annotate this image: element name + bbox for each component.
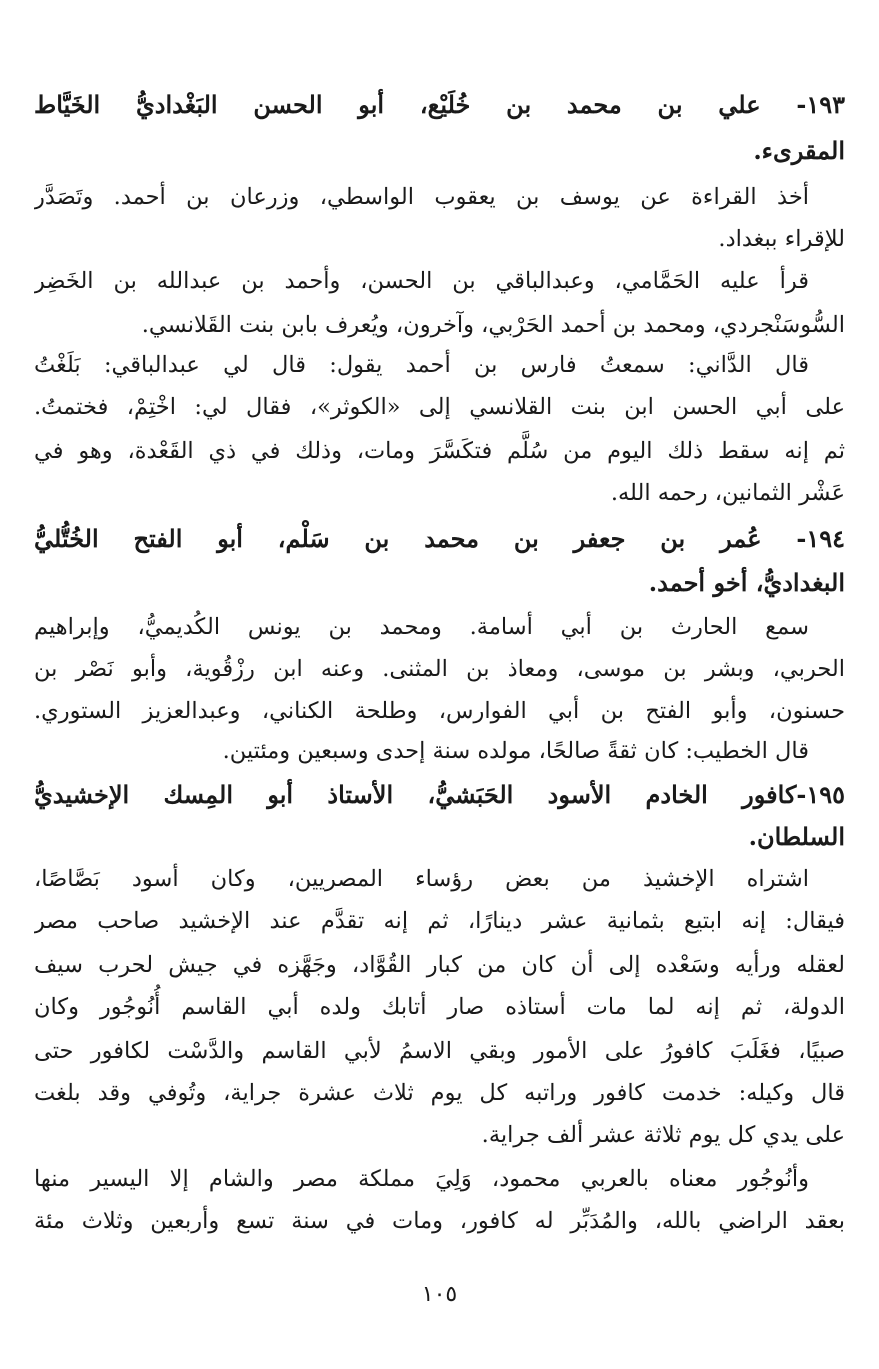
- paragraph-line: لعقله ورأيه وسَعْده إلى أن كان من كبار القُوَّاد، وجَهَّزه في جيش لحرب سيف: [34, 952, 845, 978]
- paragraph-line: بعقد الراضي بالله، والمُدَبِّر له كافور، ومات في سنة تسع وأربعين وثلاث مئة: [34, 1208, 845, 1234]
- paragraph-line: على أبي الحسن ابن بنت القلانسي إلى «الكوثر»، فقال لي: اخْتِمْ، فختمتُ.: [34, 394, 845, 420]
- paragraph-line: اشتراه الإخشيذ من بعض رؤساء المصريين، وكان أسود بَصَّاصًا،: [34, 866, 809, 892]
- paragraph-line: على يدي كل يوم ثلاثة عشر ألف جراية.: [481, 1122, 845, 1148]
- paragraph-line: قرأ عليه الحَمَّامي، وعبدالباقي بن الحسن، وأحمد بن عبدالله بن الخَضِر: [34, 268, 809, 294]
- paragraph-line: الدولة، ثم إنه لما مات أستاذه صار أتابك ولده أبي القاسم أُنُوجُور وكان: [34, 994, 845, 1020]
- paragraph-line: قال الخطيب: كان ثقةً صالحًا، مولده سنة إحدى وسبعين ومئتين.: [222, 738, 809, 764]
- paragraph-line: للإقراء ببغداد.: [718, 226, 845, 252]
- entry-heading: ١٩٣- علي بن محمد بن خُلَيْع، أبو الحسن البَغْداديُّ الخَيَّاط: [34, 90, 845, 119]
- paragraph-line: أخذ القراءة عن يوسف بن يعقوب الواسطي، وزرعان بن أحمد. وتَصَدَّر: [34, 184, 809, 210]
- entry-heading: البغداديُّ، أخو أحمد.: [648, 568, 845, 597]
- entry-heading: ١٩٥-كافور الخادم الأسود الحَبَشيُّ، الأستاذ أبو المِسك الإخشيديُّ: [34, 780, 845, 809]
- paragraph-line: ثم إنه سقط ذلك اليوم من سُلَّم فتكَسَّرَ ومات، وذلك في ذي القَعْدة، وهو في: [34, 438, 845, 464]
- paragraph-line: قال وكيله: خدمت كافور وراتبه كل يوم ثلاث عشرة جراية، وتُوفي وقد بلغت: [34, 1080, 845, 1106]
- paragraph-line: قال الدَّاني: سمعتُ فارس بن أحمد يقول: قال لي عبدالباقي: بَلَغْتُ: [34, 352, 809, 378]
- paragraph-line: وأنُوجُور معناه بالعربي محمود، وَلِيَ مملكة مصر والشام إلا اليسير منها: [34, 1166, 809, 1192]
- entry-heading: المقرىء.: [753, 136, 845, 165]
- entry-heading: السلطان.: [748, 822, 845, 851]
- paragraph-line: السُّوسَنْجردي، ومحمد بن أحمد الحَرْبي، وآخرون، ويُعرف بابن بنت القَلانسي.: [141, 312, 845, 338]
- paragraph-line: فيقال: إنه ابتيع بثمانية عشر دينارًا، ثم إنه تقدَّم عند الإخشيد صاحب مصر: [34, 908, 845, 934]
- paragraph-line: الحربي، وبشر بن موسى، ومعاذ بن المثنى. وعنه ابن رزْقُوية، وأبو نَصْر بن: [34, 656, 845, 682]
- paragraph-line: حسنون، وأبو الفتح بن أبي الفوارس، وطلحة الكناني، وعبدالعزيز الستوري.: [34, 698, 845, 724]
- paragraph-line: صبيًا، فغَلَبَ كافورُ على الأمور وبقي الاسمُ لأبي القاسم والدَّسْت لكافور حتى: [34, 1038, 845, 1064]
- page-number: ١٠٥: [421, 1282, 458, 1307]
- paragraph-line: عَشْر الثمانين، رحمه الله.: [610, 480, 845, 506]
- paragraph-line: سمع الحارث بن أبي أسامة. ومحمد بن يونس الكُديميُّ، وإبراهيم: [34, 614, 809, 640]
- entry-heading: ١٩٤- عُمر بن جعفر بن محمد بن سَلْم، أبو الفتح الخُتُّليُّ: [34, 524, 845, 553]
